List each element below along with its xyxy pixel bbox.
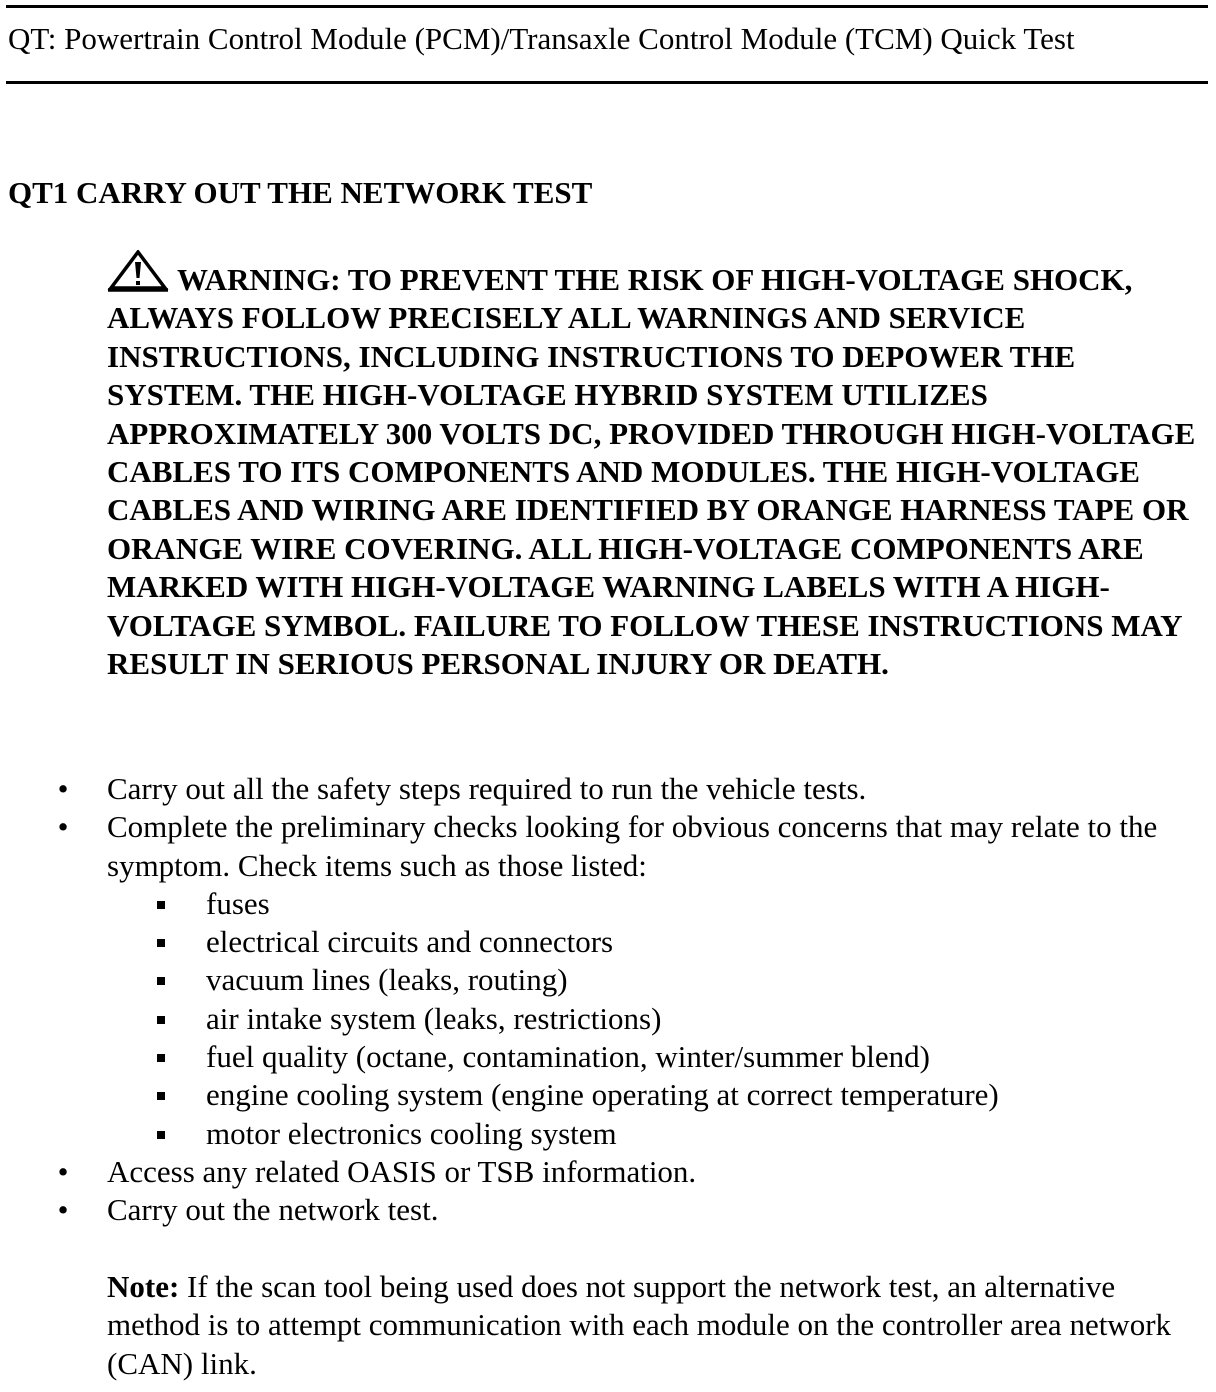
check-item-text: fuses (206, 885, 270, 921)
sub-list-item (107, 923, 1197, 961)
header-rule-top (6, 5, 1208, 8)
warning-text: WARNING: TO PREVENT THE RISK OF HIGH-VOLTAGE SHOCK, ALWAYS FOLLOW PRECISELY ALL WARNINGS AND SERVICE INSTRUCTIONS, INCLUDING INSTRUCTIONS TO DEPOWER THE SYSTEM. THE HIGH-VOLTAGE HYBRID SYSTEM UTILIZES APPROXIMATELY 300 VOLTS DC, PROVIDED THROUGH HIGH-VOLTAGE CABLES TO ITS COMPONENTS AND MODULES. THE HIGH-VOLTAGE CABLES AND WIRING ARE IDENTIFIED BY ORANGE HARNESS TAPE OR ORANGE WIRE COVERING. ALL HIGH-VOLTAGE COMPONENTS ARE MARKED WITH HIGH-VOLTAGE WARNING LABELS WITH A HIGH-VOLTAGE SYMBOL. FAILURE TO FOLLOW THESE INSTRUCTIONS MAY RESULT IN SERIOUS PERSONAL INJURY OR DEATH. (107, 262, 1196, 682)
sub-list-item (107, 1115, 1197, 1153)
step-text: Carry out the network test. (107, 1192, 439, 1228)
steps-list (0, 770, 1216, 1230)
square-bullet-icon (157, 1092, 165, 1100)
sub-list-item (107, 885, 1197, 923)
warning-triangle-icon (107, 250, 169, 294)
square-bullet-icon (157, 901, 165, 909)
header-rule-bottom (6, 81, 1208, 84)
warning-block (107, 250, 1207, 683)
list-item (0, 1191, 1197, 1229)
check-item-text: motor electronics cooling system (206, 1115, 617, 1151)
square-bullet-icon (157, 1054, 165, 1062)
note-label: Note: (107, 1269, 180, 1304)
sub-list-item (107, 1076, 1197, 1114)
check-item-text: engine cooling system (engine operating at correct temperature) (206, 1077, 999, 1113)
square-bullet-icon (157, 977, 165, 985)
step-text: Carry out all the safety steps required to run the vehicle tests. (107, 771, 867, 806)
square-bullet-icon (157, 1016, 165, 1024)
list-item (0, 1153, 1197, 1191)
square-bullet-icon (157, 939, 165, 947)
sub-list-item (107, 961, 1197, 999)
bullet-icon: • (57, 809, 69, 845)
sub-list-item (107, 1000, 1197, 1038)
sub-list-item (107, 1038, 1197, 1076)
section-heading: QT1 CARRY OUT THE NETWORK TEST (8, 175, 593, 210)
bullet-icon: • (57, 1153, 69, 1189)
list-item (0, 770, 1197, 808)
check-item-text: air intake system (leaks, restrictions) (206, 1000, 662, 1036)
step-text: Complete the preliminary checks looking for obvious concerns that may relate to the symptom. Check items such as those listed: (107, 809, 1158, 883)
square-bullet-icon (157, 1131, 165, 1139)
bullet-icon: • (57, 1192, 69, 1228)
note-text: If the scan tool being used does not support the network test, an alternative method is to attempt communication with each module on the controller area network (CAN) link. (107, 1269, 1172, 1381)
step-text: Access any related OASIS or TSB information. (107, 1153, 697, 1189)
note-paragraph (107, 1268, 1207, 1383)
check-item-text: vacuum lines (leaks, routing) (206, 962, 568, 998)
check-items-list (107, 885, 1197, 1153)
page-title: QT: Powertrain Control Module (PCM)/Transaxle Control Module (TCM) Quick Test (8, 21, 1075, 56)
check-item-text: electrical circuits and connectors (206, 924, 614, 960)
list-item (0, 808, 1197, 1153)
bullet-icon: • (57, 771, 69, 806)
check-item-text: fuel quality (octane, contamination, winter/summer blend) (206, 1039, 930, 1075)
